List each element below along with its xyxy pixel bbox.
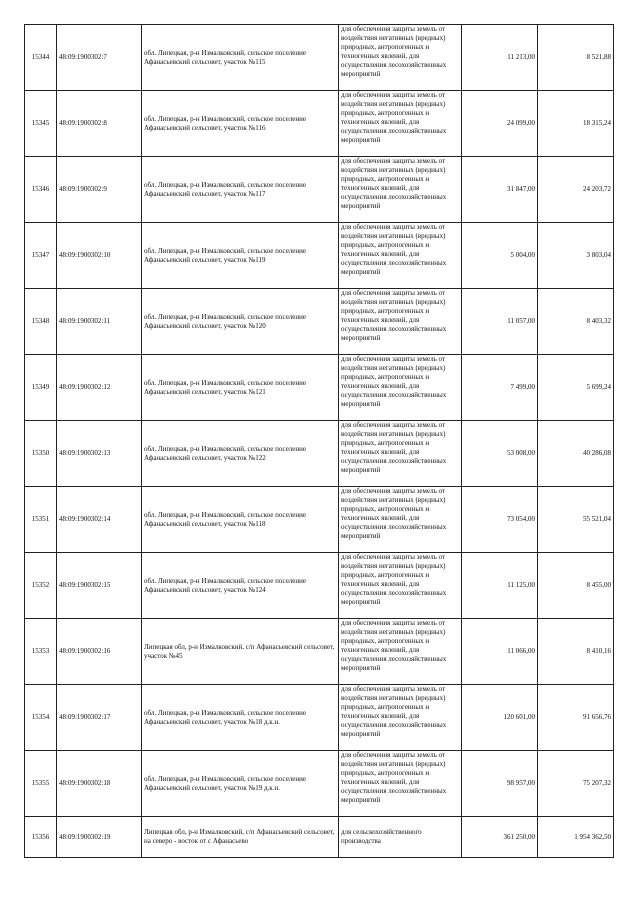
table-row: [25, 553, 614, 619]
permitted-use: для обеспечения защиты земель от воздействия негативных (вредных) природных, антропогенных и техногенных явлений, для осуществления лесохозяйственных мероприятий: [339, 751, 462, 817]
permitted-use: для обеспечения защиты земель от воздействия негативных (вредных) природных, антропогенных и техногенных явлений, для осуществления лесохозяйственных мероприятий: [339, 289, 462, 355]
plot-address: обл. Липецкая, р-н Измалковский, сельское поселение Афанасьевский сельсовет, участок №115: [142, 25, 339, 91]
permitted-use: для обеспечения защиты земель от воздействия негативных (вредных) природных, антропогенных и техногенных явлений, для осуществления лесохозяйственных мероприятий: [339, 487, 462, 553]
permitted-use: для обеспечения защиты земель от воздействия негативных (вредных) природных, антропогенных и техногенных явлений, для осуществления лесохозяйственных мероприятий: [339, 685, 462, 751]
cadastral-number: 48:09:1900302:16: [57, 619, 142, 685]
plot-address: обл. Липецкая, р-н Измалковский, сельское поселение Афанасьевский сельсовет, участок №116: [142, 91, 339, 157]
cadastral-value: 75 207,32: [538, 751, 614, 817]
cadastral-value: 5 699,24: [538, 355, 614, 421]
table-row: [25, 289, 614, 355]
cadastral-value: 8 521,88: [538, 25, 614, 91]
row-number: 15346: [25, 157, 57, 223]
cadastral-number: 48:09:1900302:8: [57, 91, 142, 157]
permitted-use: для сельскохозяйственного производства: [339, 817, 462, 858]
permitted-use: для обеспечения защиты земель от воздействия негативных (вредных) природных, антропогенных и техногенных явлений, для осуществления лесохозяйственных мероприятий: [339, 157, 462, 223]
cadastral-value: 3 803,04: [538, 223, 614, 289]
table-row: [25, 223, 614, 289]
plot-address: обл. Липецкая, р-н Измалковский, сельское поселение Афанасьевский сельсовет, участок №120: [142, 289, 339, 355]
cadastral-number: 48:09:1900302:9: [57, 157, 142, 223]
plot-area: 7 499,00: [462, 355, 538, 421]
permitted-use: для обеспечения защиты земель от воздействия негативных (вредных) природных, антропогенных и техногенных явлений, для осуществления лесохозяйственных мероприятий: [339, 25, 462, 91]
row-number: 15351: [25, 487, 57, 553]
plot-area: 24 099,00: [462, 91, 538, 157]
cadastral-number: 48:09:1900302:7: [57, 25, 142, 91]
plot-area: 98 957,00: [462, 751, 538, 817]
row-number: 15356: [25, 817, 57, 858]
cadastral-number: 48:09:1900302:17: [57, 685, 142, 751]
cadastral-number: 48:09:1900302:10: [57, 223, 142, 289]
permitted-use: для обеспечения защиты земель от воздействия негативных (вредных) природных, антропогенных и техногенных явлений, для осуществления лесохозяйственных мероприятий: [339, 619, 462, 685]
plot-address: Липецкая обл, р-н Измалковский, с/п Афанасьевский сельсовет, на северо - восток от с Афанасьево: [142, 817, 339, 858]
plot-address: обл. Липецкая, р-н Измалковский, сельское поселение Афанасьевский сельсовет, участок №124: [142, 553, 339, 619]
table-row: [25, 751, 614, 817]
plot-area: 11 125,00: [462, 553, 538, 619]
table-row: [25, 25, 614, 91]
table-row: [25, 619, 614, 685]
cadastral-value: 18 315,24: [538, 91, 614, 157]
plot-address: обл. Липецкая, р-н Измалковский, сельское поселение Афанасьевский сельсовет, участок №118: [142, 487, 339, 553]
row-number: 15344: [25, 25, 57, 91]
cadastral-value: 8 455,00: [538, 553, 614, 619]
table-row: [25, 91, 614, 157]
plot-address: обл. Липецкая, р-н Измалковский, сельское поселение Афанасьевский сельсовет, участок №119: [142, 223, 339, 289]
cadastral-number: 48:09:1900302:12: [57, 355, 142, 421]
row-number: 15349: [25, 355, 57, 421]
plot-address: обл. Липецкая, р-н Измалковский, сельское поселение Афанасьевский сельсовет, участок №19 д.к.н.: [142, 751, 339, 817]
row-number: 15347: [25, 223, 57, 289]
plot-address: обл. Липецкая, р-н Измалковский, сельское поселение Афанасьевский сельсовет, участок №122: [142, 421, 339, 487]
permitted-use: для обеспечения защиты земель от воздействия негативных (вредных) природных, антропогенных и техногенных явлений, для осуществления лесохозяйственных мероприятий: [339, 91, 462, 157]
table-row: [25, 487, 614, 553]
row-number: 15354: [25, 685, 57, 751]
plot-area: 5 004,00: [462, 223, 538, 289]
table-row: [25, 157, 614, 223]
plot-address: обл. Липецкая, р-н Измалковский, сельское поселение Афанасьевский сельсовет, участок №117: [142, 157, 339, 223]
table-body: [25, 25, 614, 858]
row-number: 15353: [25, 619, 57, 685]
table-row: [25, 685, 614, 751]
cadastral-value: 91 656,76: [538, 685, 614, 751]
cadastral-number: 48:09:1900302:14: [57, 487, 142, 553]
row-number: 15352: [25, 553, 57, 619]
plot-area: 11 057,00: [462, 289, 538, 355]
cadastral-number: 48:09:1900302:13: [57, 421, 142, 487]
permitted-use: для обеспечения защиты земель от воздействия негативных (вредных) природных, антропогенных и техногенных явлений, для осуществления лесохозяйственных мероприятий: [339, 421, 462, 487]
row-number: 15345: [25, 91, 57, 157]
cadastral-value: 40 286,08: [538, 421, 614, 487]
table-row: [25, 817, 614, 858]
plot-address: обл. Липецкая, р-н Измалковский, сельское поселение Афанасьевский сельсовет, участок №18 д.к.н.: [142, 685, 339, 751]
row-number: 15348: [25, 289, 57, 355]
plot-area: 73 054,00: [462, 487, 538, 553]
plot-area: 11 066,00: [462, 619, 538, 685]
cadastral-value: 55 521,04: [538, 487, 614, 553]
row-number: 15350: [25, 421, 57, 487]
plot-address: обл. Липецкая, р-н Измалковский, сельское поселение Афанасьевский сельсовет, участок №121: [142, 355, 339, 421]
row-number: 15355: [25, 751, 57, 817]
cadastral-number: 48:09:1900302:18: [57, 751, 142, 817]
permitted-use: для обеспечения защиты земель от воздействия негативных (вредных) природных, антропогенных и техногенных явлений, для осуществления лесохозяйственных мероприятий: [339, 553, 462, 619]
cadastral-number: 48:09:1900302:11: [57, 289, 142, 355]
plot-area: 120 601,00: [462, 685, 538, 751]
plot-area: 361 250,00: [462, 817, 538, 858]
plot-area: 31 847,00: [462, 157, 538, 223]
cadastral-value: 1 954 362,50: [538, 817, 614, 858]
plot-area: 53 008,00: [462, 421, 538, 487]
permitted-use: для обеспечения защиты земель от воздействия негативных (вредных) природных, антропогенных и техногенных явлений, для осуществления лесохозяйственных мероприятий: [339, 223, 462, 289]
cadastral-number: 48:09:1900302:15: [57, 553, 142, 619]
table-row: [25, 355, 614, 421]
table-row: [25, 421, 614, 487]
plot-address: Липецкая обл, р-н Измалковский, с/п Афанасьевский сельсовет, участок №45: [142, 619, 339, 685]
plot-area: 11 213,00: [462, 25, 538, 91]
cadastral-value: 8 403,32: [538, 289, 614, 355]
permitted-use: для обеспечения защиты земель от воздействия негативных (вредных) природных, антропогенных и техногенных явлений, для осуществления лесохозяйственных мероприятий: [339, 355, 462, 421]
cadastral-value: 8 410,16: [538, 619, 614, 685]
cadastral-number: 48:09:1900302:19: [57, 817, 142, 858]
land-plots-table: [24, 24, 614, 858]
cadastral-value: 24 203,72: [538, 157, 614, 223]
